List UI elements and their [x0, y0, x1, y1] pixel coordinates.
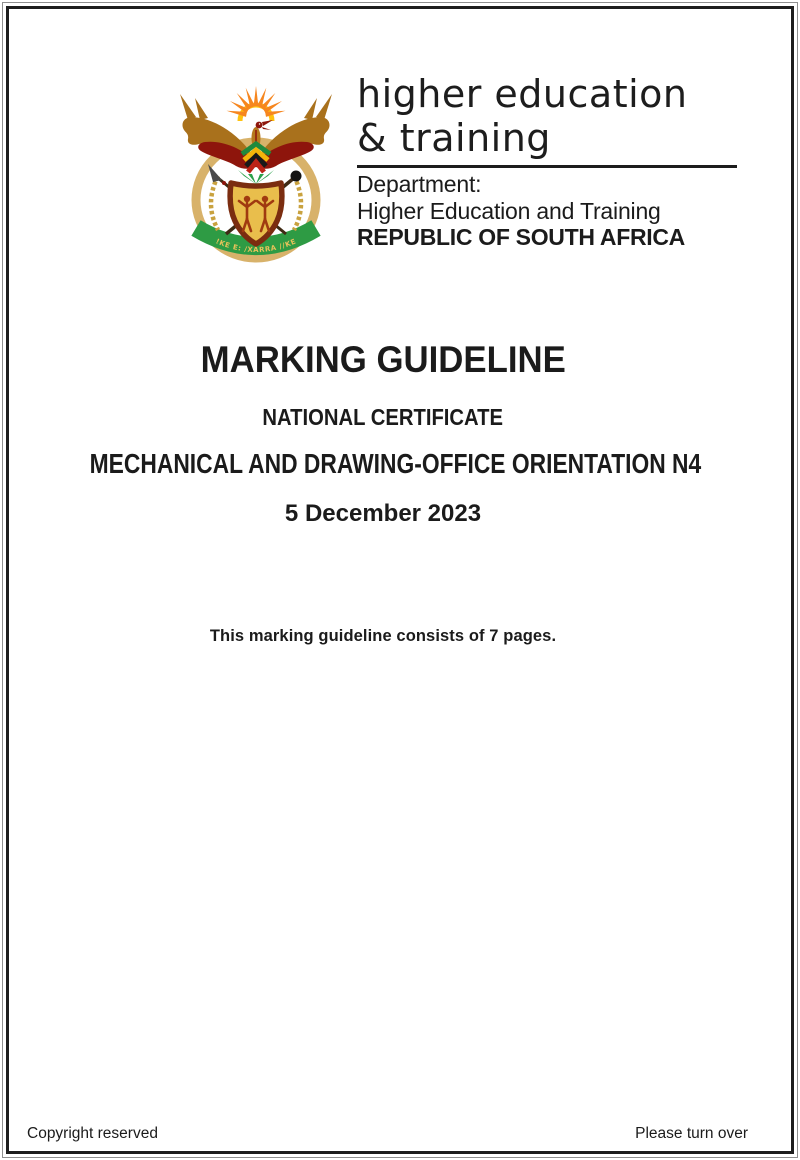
page-title-text: MARKING GUIDELINE — [200, 339, 566, 380]
country-name: REPUBLIC OF SOUTH AFRICA — [357, 224, 685, 250]
department-name: Higher Education and Training — [357, 197, 661, 224]
exam-date-text: 5 December 2023 — [284, 500, 482, 527]
footer-turn-over: Please turn over — [635, 1125, 748, 1142]
subject-line — [27, 448, 739, 480]
page-title — [27, 340, 739, 380]
title-block — [27, 0, 739, 1160]
footer-copyright: Copyright reserved — [27, 1125, 158, 1142]
pages-note — [27, 626, 739, 646]
department-label: Department: — [357, 171, 482, 197]
certificate-line — [27, 404, 739, 430]
wordmark-line1: higher education — [357, 72, 688, 116]
logo-motto-text: !KE E: /XARRA //KE — [214, 237, 298, 255]
certificate-text: NATIONAL CERTIFICATE — [262, 404, 504, 430]
subject-text: MECHANICAL AND DRAWING-OFFICE ORIENTATION N4 — [89, 448, 702, 479]
exam-date — [27, 500, 739, 528]
pages-note-text: This marking guideline consists of 7 pages. — [209, 627, 557, 645]
wordmark-line2: & training — [357, 116, 551, 160]
page-footer — [27, 1124, 748, 1144]
